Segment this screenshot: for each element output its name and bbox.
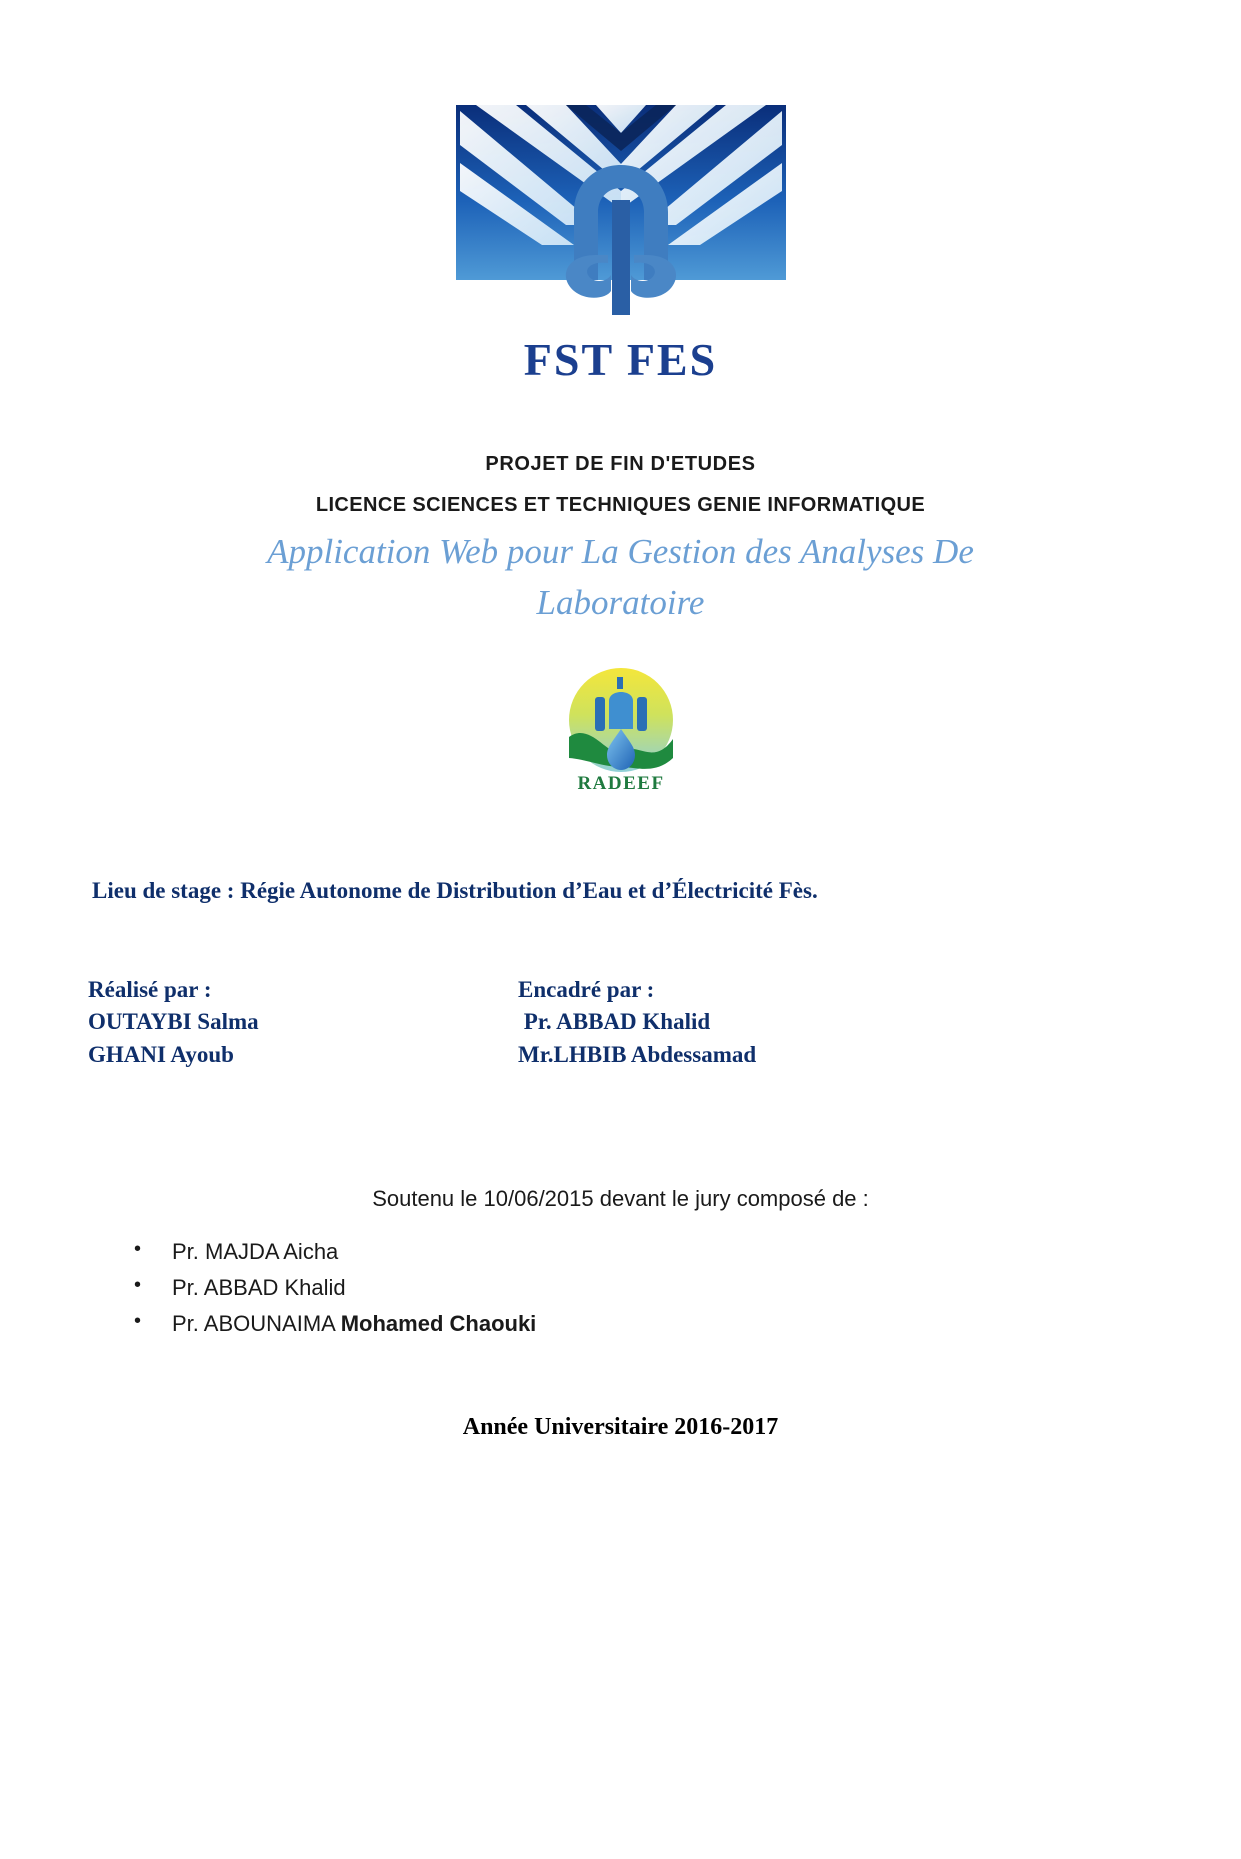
supervisors-heading: Encadré par :	[518, 976, 655, 1002]
supervisors-column	[518, 974, 1018, 1072]
academic-year: Année Universitaire 2016-2017	[462, 1414, 779, 1441]
jury-member-name: Pr. MAJDA Aicha	[172, 1238, 339, 1264]
fst-fes-wordmark: FST FES	[523, 334, 718, 385]
degree-line: LICENCE SCIENCES ET TECHNIQUES GENIE INFORMATIQUE	[315, 494, 926, 516]
supervisor-name: Mr.LHBIB Abdessamad	[518, 1041, 757, 1067]
internship-line	[92, 878, 1241, 904]
list-item	[120, 1306, 1241, 1342]
fst-fes-logo	[446, 105, 796, 405]
radeef-logo	[551, 663, 691, 798]
project-type-line: PROJET DE FIN D'ETUDES	[485, 453, 756, 475]
internship-value: Régie Autonome de Distribution d’Eau et d’Électricité Fès.	[240, 877, 818, 903]
page-title: Application Web pour La Gestion des Analyses De Laboratoire	[267, 532, 974, 622]
supervisor-name: Pr. ABBAD Khalid	[518, 1009, 711, 1035]
fst-fes-emblem-icon	[446, 105, 796, 315]
list-item	[120, 1270, 1241, 1306]
title-block	[0, 453, 1241, 629]
authors-column	[88, 974, 508, 1072]
jury-member-name: Pr. ABBAD Khalid	[172, 1274, 346, 1300]
jury-member-name: Pr. ABOUNAIMA	[172, 1311, 341, 1337]
jury-list	[120, 1234, 1241, 1343]
radeef-logo-icon	[551, 663, 691, 798]
authors-heading: Réalisé par :	[88, 976, 212, 1002]
jury-member-name-bold: Mohamed Chaouki	[340, 1311, 537, 1337]
internship-label: Lieu de stage :	[92, 877, 235, 903]
cover-page	[0, 105, 1241, 1859]
jury-intro: Soutenu le 10/06/2015 devant le jury composé de :	[372, 1185, 869, 1211]
author-name: GHANI Ayoub	[88, 1041, 234, 1067]
author-name: OUTAYBI Salma	[88, 1009, 259, 1035]
svg-text:RADEEF: RADEEF	[576, 772, 665, 794]
list-item	[120, 1234, 1241, 1270]
people-block	[88, 974, 1241, 1094]
